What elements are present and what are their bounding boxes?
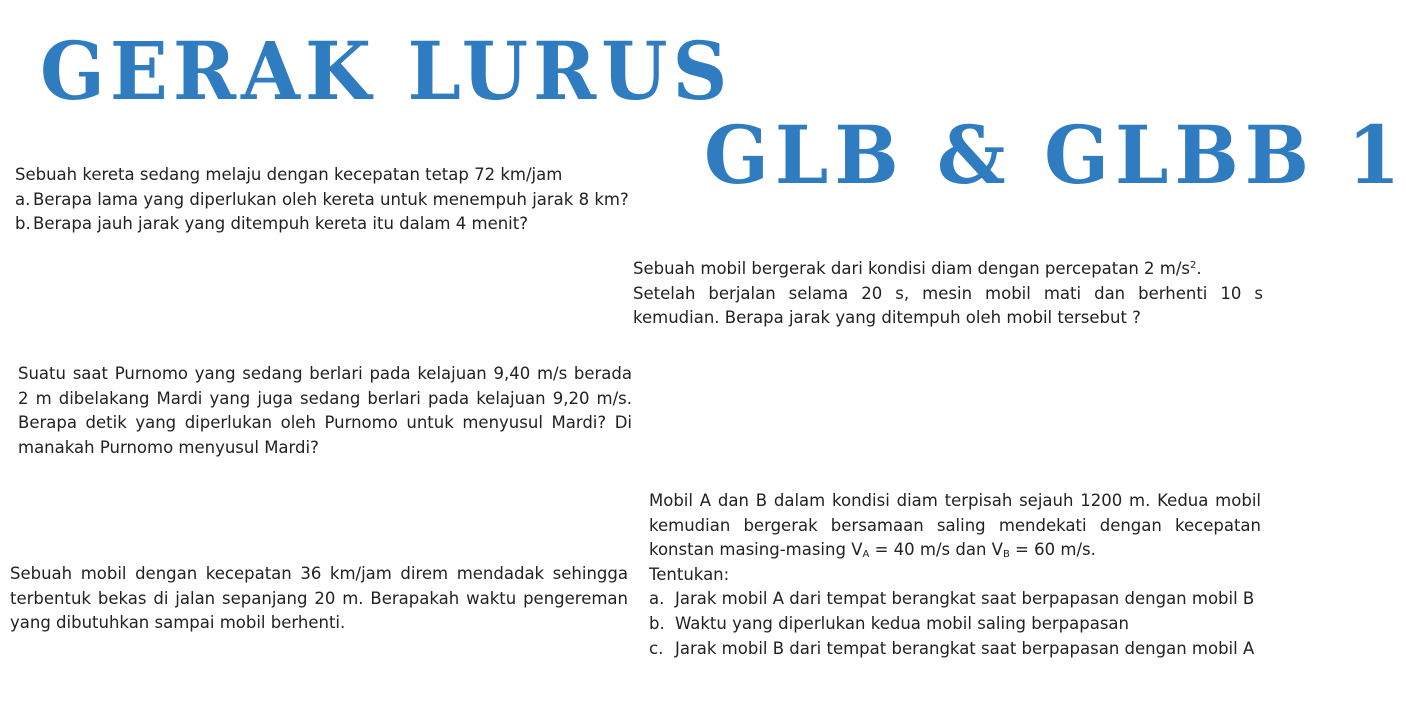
subscript-b: B: [1002, 549, 1010, 561]
list-text: Berapa jauh jarak yang ditempuh kereta itu dalam 4 menit?: [33, 214, 528, 234]
problem-4: Sebuah mobil dengan kecepatan 36 km/jam direm mendadak sehingga terbentuk bekas di jalan sepanjang 20 m. Berapakah waktu pengereman yang dibutuhkan sampai mobil berhenti.: [10, 564, 628, 633]
list-marker: b.: [649, 613, 665, 633]
problem-2: [633, 257, 1263, 331]
list-text: Waktu yang diperlukan kedua mobil saling berpapasan: [675, 613, 1129, 633]
problem-2-line-1: [633, 257, 1263, 282]
superscript: 2: [1190, 260, 1197, 271]
problem-5-list: [649, 587, 1261, 661]
list-text: Jarak mobil B dari tempat berangkat saat berpapasan dengan mobil A: [675, 638, 1255, 658]
problem-5-text-1: Mobil A dan B dalam kondisi diam terpisah sejauh 1200 m. Kedua mobil kemudian bergerak bersamaan saling mendekati dengan kecepatan konstan masing-masing V: [649, 491, 1261, 560]
problem-2-text-start: Sebuah mobil bergerak dari kondisi diam dengan percepatan 2 m/s: [633, 259, 1191, 278]
list-item: [649, 637, 1261, 662]
problem-2-rest: Setelah berjalan selama 20 s, mesin mobil mati dan berhenti 10 s kemudian. Berapa jarak yang ditempuh oleh mobil tersebut ?: [633, 283, 1263, 328]
problem-1: [15, 163, 660, 237]
list-marker: a.: [649, 589, 665, 609]
problem-5: [649, 489, 1261, 661]
list-marker: a.: [15, 189, 31, 209]
problem-5-text-2: = 40 m/s dan V: [869, 540, 1003, 560]
problem-5-statement: [649, 489, 1261, 563]
subscript-a: A: [862, 549, 870, 561]
problem-3: Suatu saat Purnomo yang sedang berlari pada kelajuan 9,40 m/s berada 2 m dibelakang Mardi yang juga sedang berlari pada kelajuan 9,20 m/s. Berapa detik yang diperlukan oleh Purnomo untuk menyusul Mardi? Di manakah Purnomo menyusul Mardi?: [18, 364, 632, 457]
problem-2-period: .: [1196, 259, 1202, 278]
list-item: [649, 612, 1261, 637]
list-item: [15, 188, 660, 213]
list-text: Jarak mobil A dari tempat berangkat saat berpapasan dengan mobil B: [675, 589, 1255, 609]
list-marker: b.: [15, 214, 31, 234]
sub-title: GLB & GLBB 1: [704, 108, 1406, 203]
list-item: [649, 587, 1261, 612]
problem-5-text-3: = 60 m/s.: [1009, 540, 1096, 560]
problem-1-intro: Sebuah kereta sedang melaju dengan kecepatan tetap 72 km/jam: [15, 165, 563, 184]
problem-5-prompt: Tentukan:: [649, 564, 730, 584]
list-item: [15, 212, 660, 237]
main-title: GERAK LURUS: [40, 24, 733, 119]
list-text: Berapa lama yang diperlukan oleh kereta untuk menempuh jarak 8 km?: [33, 189, 629, 209]
list-marker: c.: [649, 638, 664, 658]
problem-1-list: [15, 188, 660, 237]
